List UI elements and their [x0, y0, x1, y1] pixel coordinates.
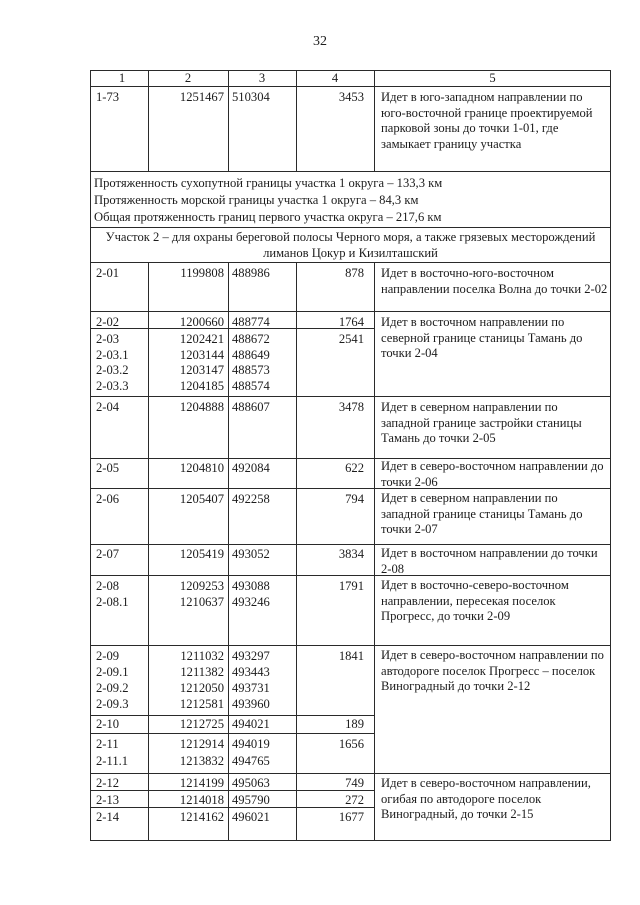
y-coordinate: 492084 [232, 461, 270, 475]
segment-description: Идет в восточном направлении до точки 2-08 [381, 546, 598, 576]
y-coordinate: 493246 [232, 595, 270, 609]
point-id: 2-12 [96, 776, 120, 790]
y-coordinate: 493297 [232, 649, 270, 663]
x-coordinate: 1200660 [179, 315, 224, 329]
header-col-3: 3 [258, 71, 266, 85]
y-coordinate: 488573 [232, 363, 270, 377]
point-id: 2-09 [96, 649, 120, 663]
segment-description: Идет в восточно-юго-восточном направлении поселка Волна до точки 2-02 [381, 266, 608, 296]
point-id: 2-08.1 [96, 595, 129, 609]
y-coordinate: 494019 [232, 737, 270, 751]
point-id: 2-05 [96, 461, 120, 475]
header-col-2: 2 [184, 71, 192, 85]
y-coordinate: 494765 [232, 754, 270, 768]
segment-description: Идет в восточном направлении по северной границе станицы Тамань до точки 2-04 [381, 315, 583, 361]
x-coordinate: 1204888 [179, 400, 224, 414]
y-coordinate: 488986 [232, 266, 270, 280]
x-coordinate: 1212914 [179, 737, 224, 751]
summary-total-length: Общая протяженность границ первого участка округа – 217,6 км [94, 210, 442, 224]
y-coordinate: 510304 [232, 90, 270, 104]
segment-length: 189 [345, 717, 364, 731]
x-coordinate: 1205419 [179, 547, 224, 561]
summary-land-length: Протяженность сухопутной границы участка 1 округа – 133,3 км [94, 176, 443, 190]
segment-description: Идет в северном направлении по западной границе застройки станицы Тамань до точки 2-05 [381, 400, 582, 446]
point-id: 2-03.1 [96, 347, 129, 362]
y-coordinate: 488574 [232, 378, 270, 393]
segment-length: 1656 [338, 737, 364, 751]
section-title: Участок 2 – для охраны береговой полосы Черного моря, а также грязевых месторождений лиманов Цокур и Кизилташский [105, 230, 596, 260]
segment-length: 2541 [338, 332, 364, 346]
segment-length: 1764 [338, 315, 364, 329]
x-coordinate: 1214162 [179, 810, 224, 824]
point-id: 2-09.1 [96, 665, 129, 679]
x-coordinate: 1213832 [179, 754, 224, 768]
y-coordinate: 493731 [232, 681, 270, 695]
x-coordinate: 1210637 [179, 595, 224, 609]
summary-sea-length: Протяженность морской границы участка 1 округа – 84,3 км [94, 193, 419, 207]
segment-description: Идет в северо-восточном направлении по автодороге поселок Прогресс – поселок Виноградный до точки 2-12 [381, 648, 604, 694]
x-coordinate: 1212050 [179, 681, 224, 695]
point-id: 2-02 [96, 315, 120, 329]
segment-description: Идет в восточно-северо-восточном направлении, пересекая поселок Прогресс, до точки 2-09 [381, 578, 569, 624]
y-coordinate: 488672 [232, 332, 270, 346]
y-coordinate: 493088 [232, 579, 270, 593]
segment-length: 3834 [338, 547, 364, 561]
point-id: 2-08 [96, 579, 120, 593]
y-coordinate: 495063 [232, 776, 270, 790]
x-coordinate: 1212725 [179, 717, 224, 731]
point-id: 2-07 [96, 547, 120, 561]
segment-length: 1677 [338, 810, 364, 824]
x-coordinate: 1214199 [179, 776, 224, 790]
point-id: 2-03.3 [96, 378, 129, 393]
x-coordinate: 1202421 [179, 332, 224, 346]
header-col-1: 1 [118, 71, 126, 85]
x-coordinate: 1203147 [179, 363, 224, 377]
point-id: 2-10 [96, 717, 120, 731]
y-coordinate: 488649 [232, 347, 270, 362]
y-coordinate: 488774 [232, 315, 270, 329]
segment-description: Идет в северном направлении по западной границе станицы Тамань до точки 2-07 [381, 491, 583, 537]
segment-length: 794 [345, 492, 364, 506]
x-coordinate: 1205407 [179, 492, 224, 506]
segment-length: 749 [345, 776, 364, 790]
segment-length: 878 [345, 266, 364, 280]
y-coordinate: 495790 [232, 793, 270, 807]
header-col-4: 4 [331, 71, 339, 85]
point-id: 2-04 [96, 400, 120, 414]
y-coordinate: 492258 [232, 492, 270, 506]
point-id: 2-11 [96, 737, 119, 751]
x-coordinate: 1214018 [179, 793, 224, 807]
point-id: 2-09.3 [96, 697, 129, 711]
point-id: 2-01 [96, 266, 120, 280]
y-coordinate: 493443 [232, 665, 270, 679]
y-coordinate: 493960 [232, 697, 270, 711]
x-coordinate: 1209253 [179, 579, 224, 593]
point-id: 2-11.1 [96, 754, 129, 768]
point-id: 1-73 [96, 90, 120, 104]
segment-length: 272 [345, 793, 364, 807]
x-coordinate: 1211382 [180, 665, 224, 679]
point-id: 2-03.2 [96, 363, 129, 377]
x-coordinate: 1251467 [179, 90, 224, 104]
segment-length: 1791 [338, 579, 364, 593]
x-coordinate: 1204185 [179, 378, 224, 393]
y-coordinate: 493052 [232, 547, 270, 561]
x-coordinate: 1211032 [180, 649, 224, 663]
segment-length: 1841 [338, 649, 364, 663]
header-col-5: 5 [489, 71, 496, 85]
x-coordinate: 1204810 [179, 461, 224, 475]
segment-description: Идет в юго-западном направлении по юго-восточной границе проектируемой парковой зоны до точки 1-01, где замыкает границу участка [381, 90, 593, 151]
y-coordinate: 496021 [232, 810, 270, 824]
point-id: 2-03 [96, 332, 120, 346]
point-id: 2-14 [96, 810, 120, 824]
segment-description: Идет в северо-восточном направлении до точки 2-06 [381, 459, 604, 489]
segment-length: 622 [345, 461, 364, 475]
page-number: 32 [313, 34, 327, 49]
segment-description: Идет в северо-восточном направлении, огибая по автодороге поселок Виноградный, до точки 2-15 [381, 776, 591, 822]
segment-length: 3478 [338, 400, 364, 414]
point-id: 2-06 [96, 492, 120, 506]
segment-length: 3453 [338, 90, 364, 104]
y-coordinate: 488607 [232, 400, 270, 414]
x-coordinate: 1212581 [179, 697, 224, 711]
x-coordinate: 1203144 [179, 347, 224, 362]
point-id: 2-13 [96, 793, 120, 807]
boundary-table [90, 70, 611, 841]
x-coordinate: 1199808 [180, 266, 224, 280]
y-coordinate: 494021 [232, 717, 270, 731]
point-id: 2-09.2 [96, 681, 129, 695]
